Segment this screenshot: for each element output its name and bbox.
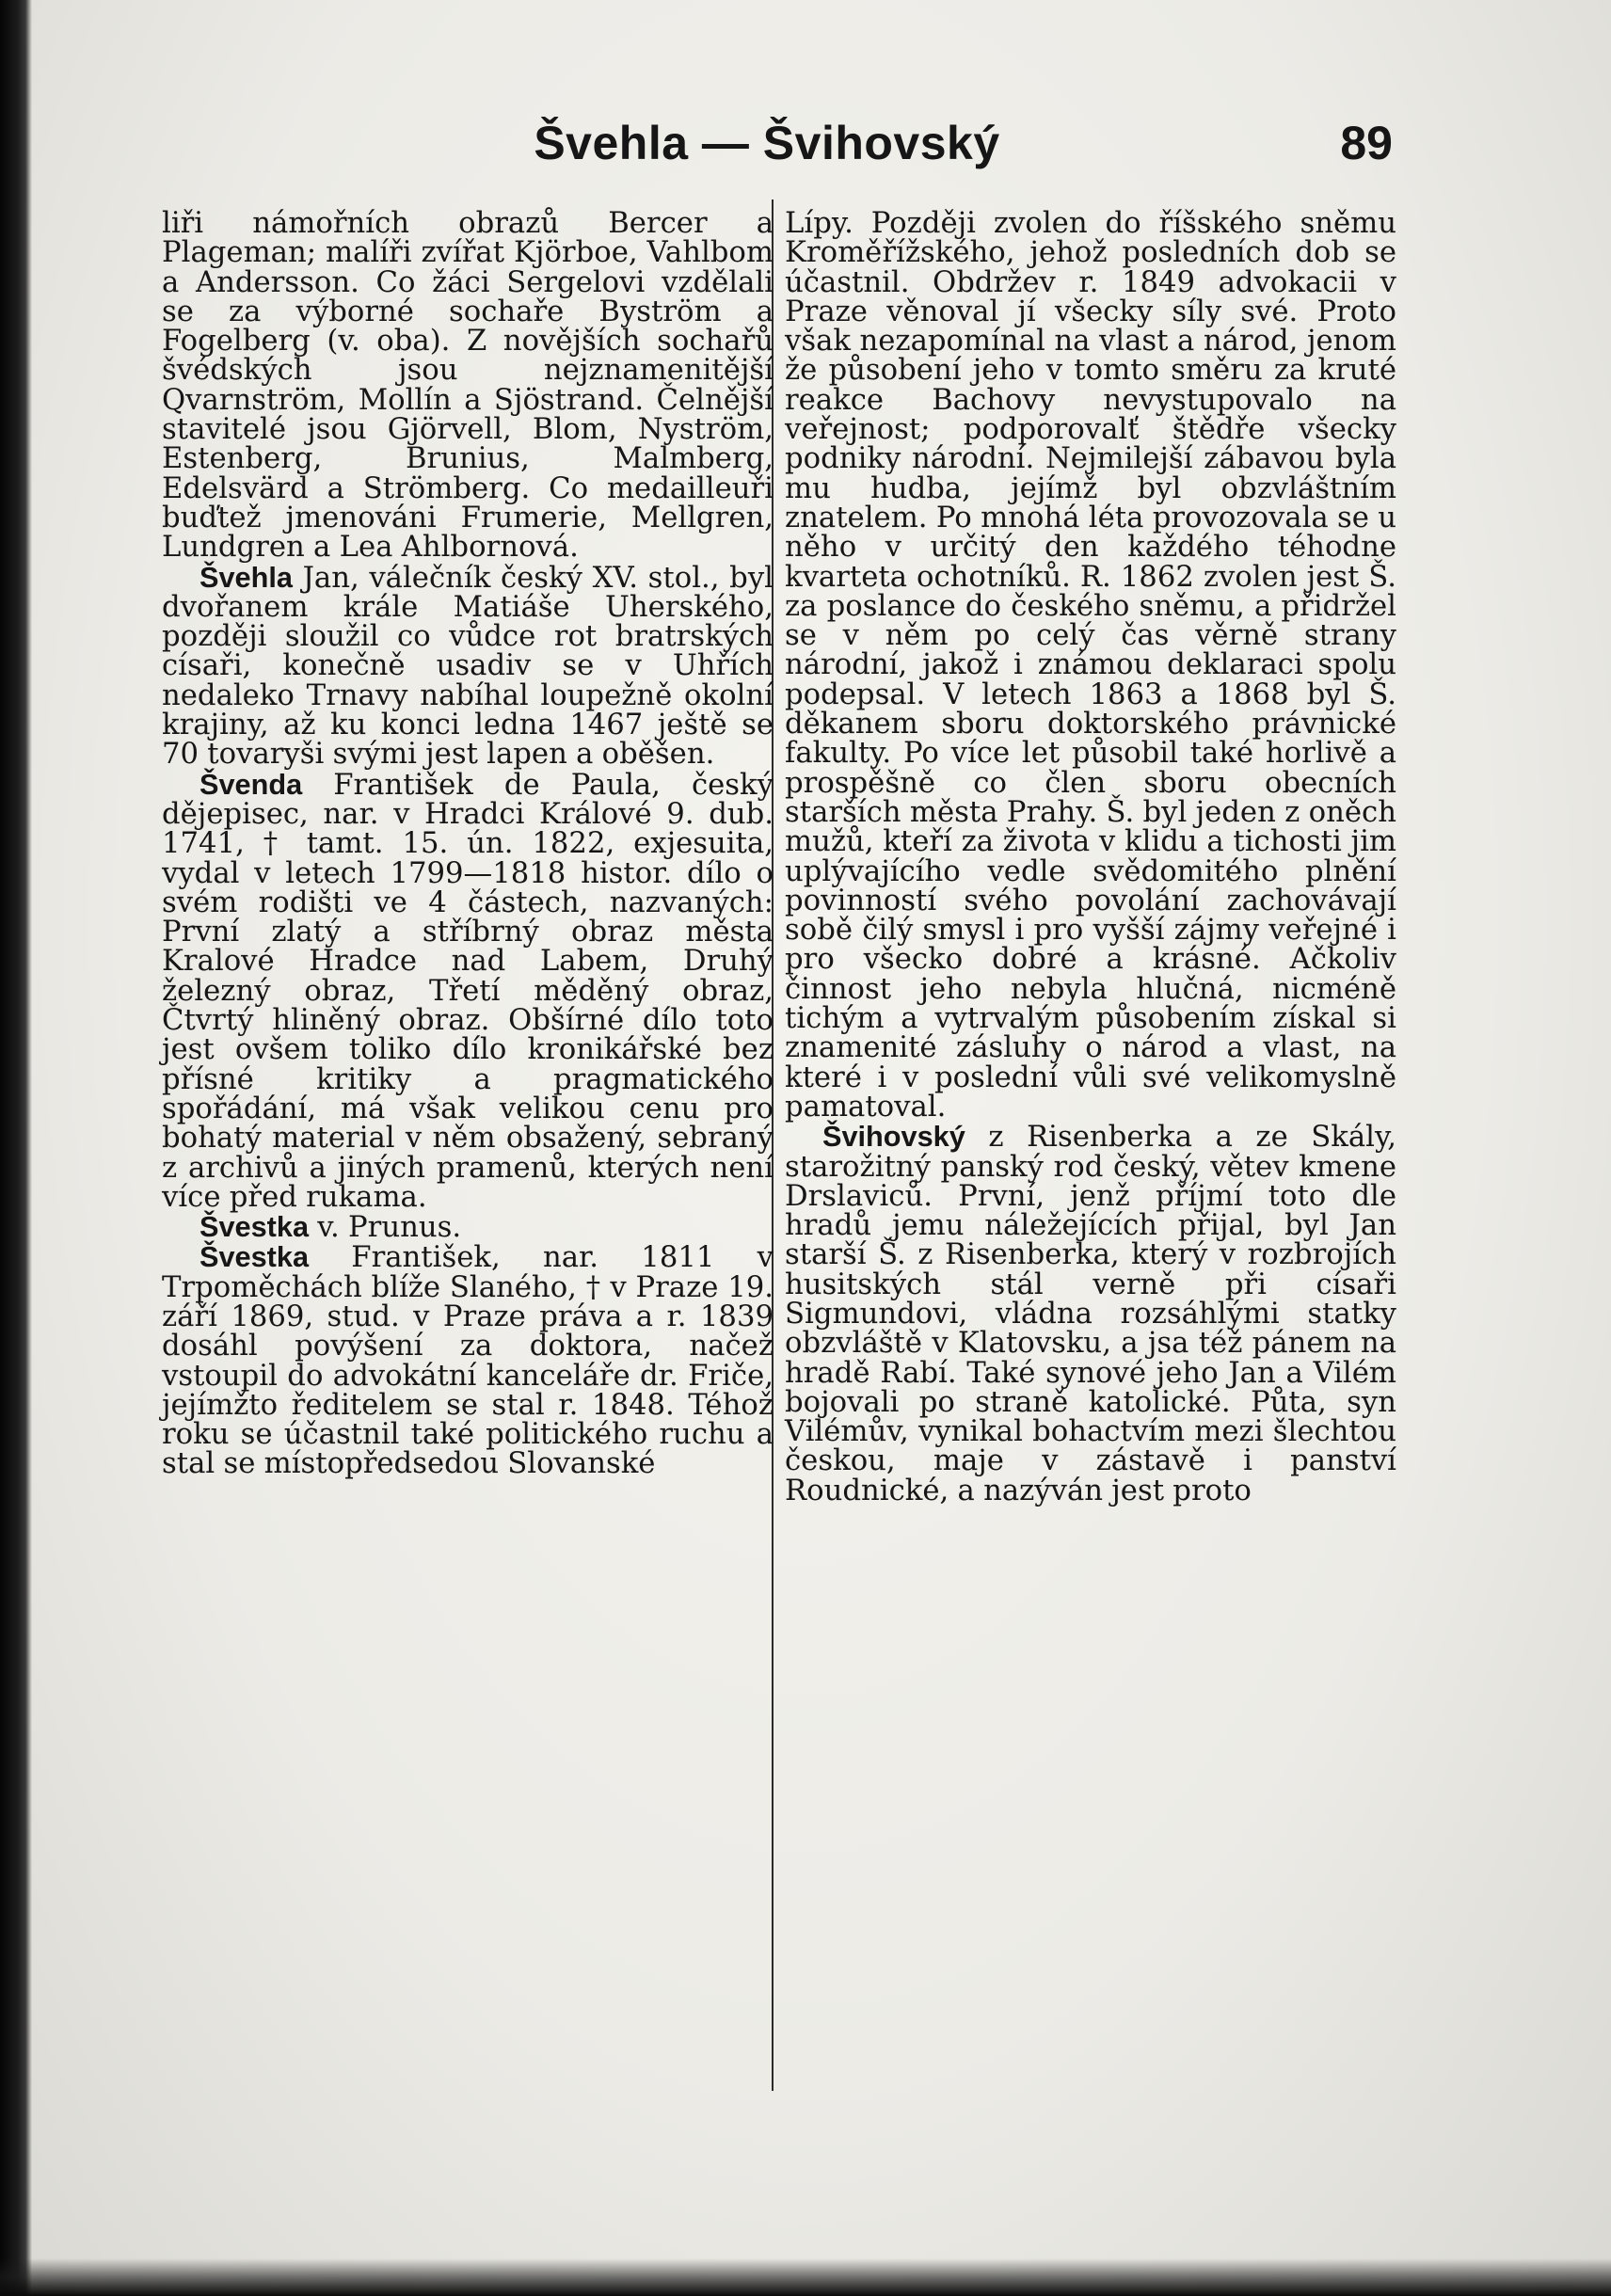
entry-svenda	[162, 767, 774, 1214]
entry-text: v. Prunus.	[317, 1211, 462, 1245]
entry-text: František de Paula, český dějepisec, nar. v Hradci Králové 9. dub. 1741, † tamt. 15. ún. 1822, exjesuita, vydal v letech 1799—1818 histor. dílo o svém rodišti ve 4 částech, nazvaných: První zlatý a stříbrný obraz města Kralové Hradce nad Labem, Druhý železný obraz, Třetí měděný obraz, Čtvrtý hliněný obraz. Obšírné dílo toto jest ovšem toliko dílo kronikářské bez přísné kritiky a pragmatického spořádání, má však velikou cenu pro bohatý material v něm obsažený, sebraný z archivů a jiných pramenů, kterých není více před rukama.	[162, 768, 774, 1214]
entry-headword: Švehla	[199, 560, 293, 594]
entry-text: František, nar. 1811 v Trpoměchách blíže Slaného, † v Praze 19. září 1869, stud. v Praze práva a r. 1839 dosáhl povýšení za doktora, načež vstoupil do advokátní kanceláře dr. Friče, jejímžto ředitelem se stal r. 1848. Téhož roku se účastnil také politického ruchu a stal se místopředsedou Slovanské	[162, 1241, 774, 1481]
entry-svestka-frantisek	[162, 1240, 774, 1481]
page-number: 89	[1340, 117, 1393, 169]
bottom-shadow	[0, 2258, 1611, 2296]
entry-svehla-jan	[162, 560, 774, 772]
entry-headword: Švihovský	[822, 1120, 965, 1154]
entry-svihovsky	[785, 1122, 1396, 1506]
page-header	[141, 105, 1393, 181]
entry-text: Jan, válečník český XV. stol., byl dvořanem krále Matiáše Uherského, později sloužil co vůdce rot bratrských císaři, konečně usadiv se v Uhřích nedaleko Trnavy nabíhal loupežně okolní krajiny, až ku konci ledna 1467 ještě se 70 tovaryši svými jest lapen a oběšen.	[162, 561, 774, 772]
binding-shadow	[0, 0, 32, 2296]
running-head: Švehla — Švihovský	[534, 117, 1000, 169]
continued-paragraph: Lípy. Později zvolen do říšského sněmu Kroměřížského, jehož posledních dob se účastnil. Obdržev r. 1849 advokacii v Praze věnoval jí všecky síly své. Proto však nezapomínal na vlast a národ, jenom že působení jeho v tomto směru za kruté reakce Bachovy nevystupovalo na veřejnost; podporovalť štědře všecky podniky národní. Nejmilejší zábavou byla mu hudba, jejímž byl obzvláštním znatelem. Po mnohá léta provozovala se u něho v určitý den každého téhodne kvarteta ochotníků. R. 1862 zvolen jest Š. za poslance do českého sněmu, a přidržel se v něm po celý čas věrně strany národní, jakož i známou deklaraci spolu podepsal. V letech 1863 a 1868 byl Š. děkanem sboru doktorského právnické fakulty. Po více let působil také horlivě a prospěšně co člen sboru obecních starších města Prahy. Š. byl jeden z oněch mužů, kteří za života v klidu a tichosti jim uplývajícího vedle svědomitého plnění povinností svého povolání zachovávají sobě čilý smysl i pro vyšší zájmy veřejné i pro všecko dobré a krásné. Ačkoliv činnost jeho nebyla hlučná, nicméně tichým a vytrvalým působením získal si znamenité zásluhy o národ a vlast, na které i v poslední vůli své velikomyslně pamatoval.	[785, 207, 1396, 1124]
continued-paragraph: liři námořních obrazů Bercer a Plageman; malíři zvířat Kjörboe, Vahlbom a Andersson. Co žáci Sergelovi vzdělali se za výborné sochaře Byström a Fogelberg (v. oba). Z novějších sochařů švédských jsou nejznamenitější Qvarnström, Mollín a Sjöstrand. Čelnější stavitelé jsou Gjörvell, Blom, Nyström, Estenberg, Brunius, Malmberg, Edelsvärd a Strömberg. Co medailleuři buďtež jmenováni Frumerie, Mellgren, Lundgren a Lea Ahlbornová.	[162, 207, 774, 565]
left-column	[162, 209, 774, 1479]
entry-svestka-prunus	[162, 1210, 774, 1245]
entry-headword: Švestka	[199, 1210, 310, 1244]
right-column	[785, 209, 1396, 1506]
entry-headword: Švenda	[199, 767, 303, 801]
entry-text: z Risenberka a ze Skály, starožitný panský rod český, větev kmene Drslaviců. První, jenž příjmí toto dle hradů jemu náležejících přijal, byl Jan starší Š. z Risenberka, který v rozbrojích husitských stál verně při císaři Sigmundovi, vládna rozsáhlými statky obzvláště v Klatovsku, a jsa též pánem na hradě Rabí. Také synové jeho Jan a Vilém bojovali po straně katolické. Půta, syn Vilémův, vynikal bohactvím mezi šlechtou českou, maje v zástavě i panství Roudnické, a nazýván jest proto	[785, 1121, 1396, 1507]
entry-headword: Švestka	[199, 1240, 310, 1274]
